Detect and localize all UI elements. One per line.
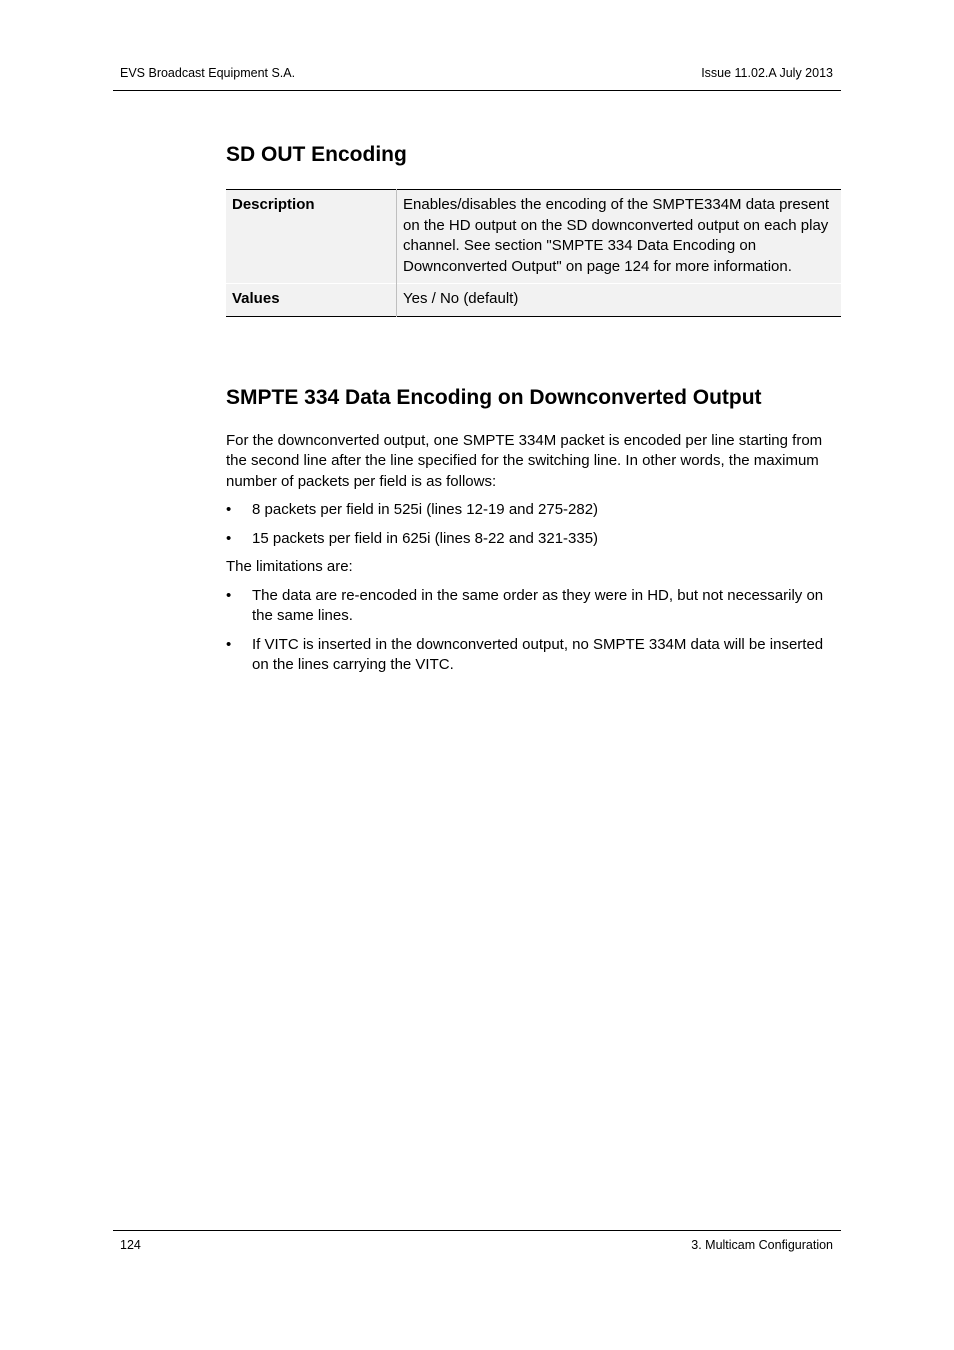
section-smpte-334 xyxy=(226,383,841,676)
list-item xyxy=(226,500,841,521)
bullet-icon: • xyxy=(226,635,232,653)
section-title-sd-out-encoding: SD OUT Encoding xyxy=(226,143,407,166)
bullet-icon: • xyxy=(226,529,232,547)
limitations-intro: The limitations are: xyxy=(226,558,353,575)
list-item xyxy=(226,635,841,676)
table-row xyxy=(226,284,841,317)
parameter-table xyxy=(226,189,841,317)
bullet-icon: • xyxy=(226,501,232,518)
table-label-description: Description xyxy=(226,190,397,284)
list-item-text: 15 packets per field in 625i (lines 8-22 and 321-335) xyxy=(252,529,599,547)
page-number: 124 xyxy=(120,1238,141,1252)
list-item xyxy=(226,529,841,550)
list-item-text: 8 packets per field in 525i (lines 12-19 and 275-282) xyxy=(252,501,599,518)
page-header xyxy=(113,60,841,91)
table-value-values: Yes / No (default) xyxy=(397,284,842,317)
page-footer xyxy=(113,1230,841,1260)
list-item-text: The data are re-encoded in the same order as they were in HD, but not necessarily on the same lines. xyxy=(252,586,824,624)
table-row xyxy=(226,190,841,284)
list-item-text: If VITC is inserted in the downconverted output, no SMPTE 334M data will be inserted on the lines carrying the VITC. xyxy=(252,635,824,673)
issue-date: Issue 11.02.A July 2013 xyxy=(701,66,833,80)
list-item xyxy=(226,586,841,627)
limitations-list xyxy=(226,586,841,676)
table-label-values: Values xyxy=(226,284,397,317)
packets-list xyxy=(226,500,841,549)
page-content xyxy=(226,140,841,676)
section-title-smpte-334: SMPTE 334 Data Encoding on Downconverted Output xyxy=(226,385,762,409)
company-name: EVS Broadcast Equipment S.A. xyxy=(120,66,296,80)
bullet-icon: • xyxy=(226,586,232,604)
table-value-description: Enables/disables the encoding of the SMPTE334M data present on the HD output on the SD downconverted output on each play channel. See section "SMPTE 334 Data Encoding on Downconverted Output" on page 124 for more information. xyxy=(397,190,842,284)
intro-paragraph: For the downconverted output, one SMPTE 334M packet is encoded per line starting from the second line after the line specified for the switching line. In other words, the maximum number of packets per field is as follows: xyxy=(226,431,823,490)
chapter-title: 3. Multicam Configuration xyxy=(691,1238,833,1252)
